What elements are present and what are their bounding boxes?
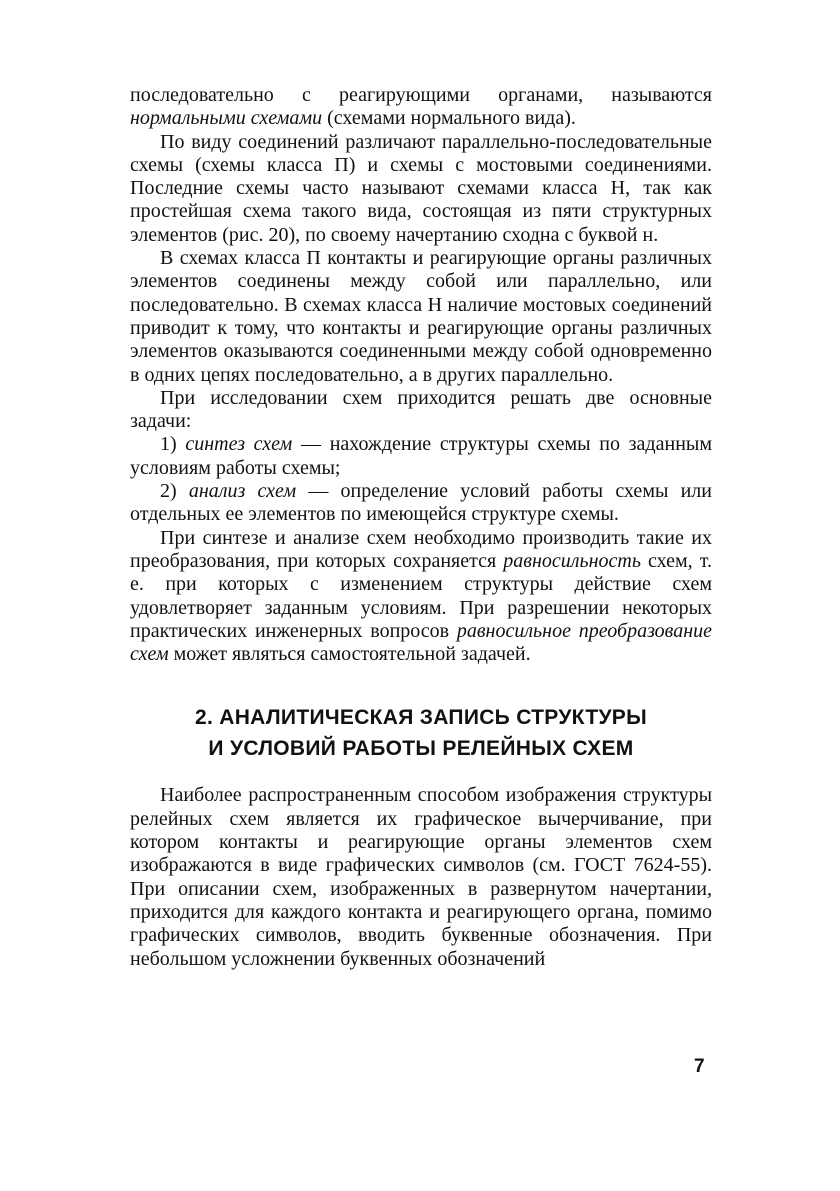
paragraph-main-tasks: При исследовании схем приходится решать две основные задачи: bbox=[130, 386, 712, 433]
list-marker: 1) bbox=[160, 433, 186, 456]
page-body bbox=[130, 84, 712, 971]
italic-term: синтез схем bbox=[185, 433, 293, 456]
text-run: схем, т. е. при которых с изменением структуры действие схем удовлетворяет заданным условиям. При разрешении некоторых практических инженерных вопросов bbox=[130, 549, 712, 642]
italic-term: равносильность bbox=[503, 549, 641, 572]
heading-line: 2. АНАЛИТИЧЕСКАЯ ЗАПИСЬ СТРУКТУРЫ bbox=[195, 706, 647, 730]
text-run: При синтезе и анализе схем необходимо производить такие их преобразования, при которых сохраняется bbox=[130, 526, 712, 572]
text-run: — определение условий работы схемы или отдельных ее элементов по имеющейся структуре схемы. bbox=[130, 480, 712, 526]
list-item-analysis bbox=[130, 480, 712, 527]
list-item-synthesis bbox=[130, 433, 712, 480]
text-run: может являться самостоятельной задачей. bbox=[168, 643, 531, 666]
text-run: последовательно с реагирующими органами, называются bbox=[130, 84, 712, 106]
italic-term: равносильное преобразование схем bbox=[130, 619, 712, 666]
paragraph-normal-schemes bbox=[130, 84, 712, 131]
page-number: 7 bbox=[694, 1056, 705, 1077]
italic-term: анализ схем bbox=[188, 480, 297, 503]
italic-term: нормальными схемами bbox=[130, 107, 323, 130]
text-run: — нахождение структуры схемы по заданным условиям работы схемы; bbox=[130, 433, 712, 479]
paragraph-equivalence bbox=[130, 527, 712, 667]
paragraph-class-p-h: В схемах класса П контакты и реагирующие органы различных элементов соединены между собой или параллельно, или последовательно. В схемах класса Н наличие мостовых соединений приводит к тому, что контакты и реагирующие органы различных элементов оказываются соединенными между собой одновременно в одних цепях последовательно, а в других параллельно. bbox=[130, 247, 712, 386]
paragraph-section-body: Наиболее распространенным способом изображения структуры релейных схем является их графическое вычерчивание, при котором контакты и реагирующие органы элементов схем изображаются в виде графических символов (см. ГОСТ 7624-55). При описании схем, изображенных в развернутом начертании, приходится для каждого контакта и реагирующего органа, помимо графических символов, вводить буквенные обозначения. При небольшом усложнении буквенных обозначений bbox=[130, 784, 712, 970]
section-heading bbox=[130, 702, 712, 764]
heading-line: И УСЛОВИЙ РАБОТЫ РЕЛЕЙНЫХ СХЕМ bbox=[208, 737, 634, 761]
paragraph-connection-types: По виду соединений различают параллельно-последовательные схемы (схемы класса П) и схемы с мостовыми соединениями. Последние схемы часто называют схемами класса Н, так как простейшая схема такого вида, состоящая из пяти структурных элементов (рис. 20), по своему начертанию сходна с буквой н. bbox=[130, 130, 712, 246]
text-run: (схемами нормального вида). bbox=[322, 107, 576, 130]
list-marker: 2) bbox=[160, 480, 189, 503]
